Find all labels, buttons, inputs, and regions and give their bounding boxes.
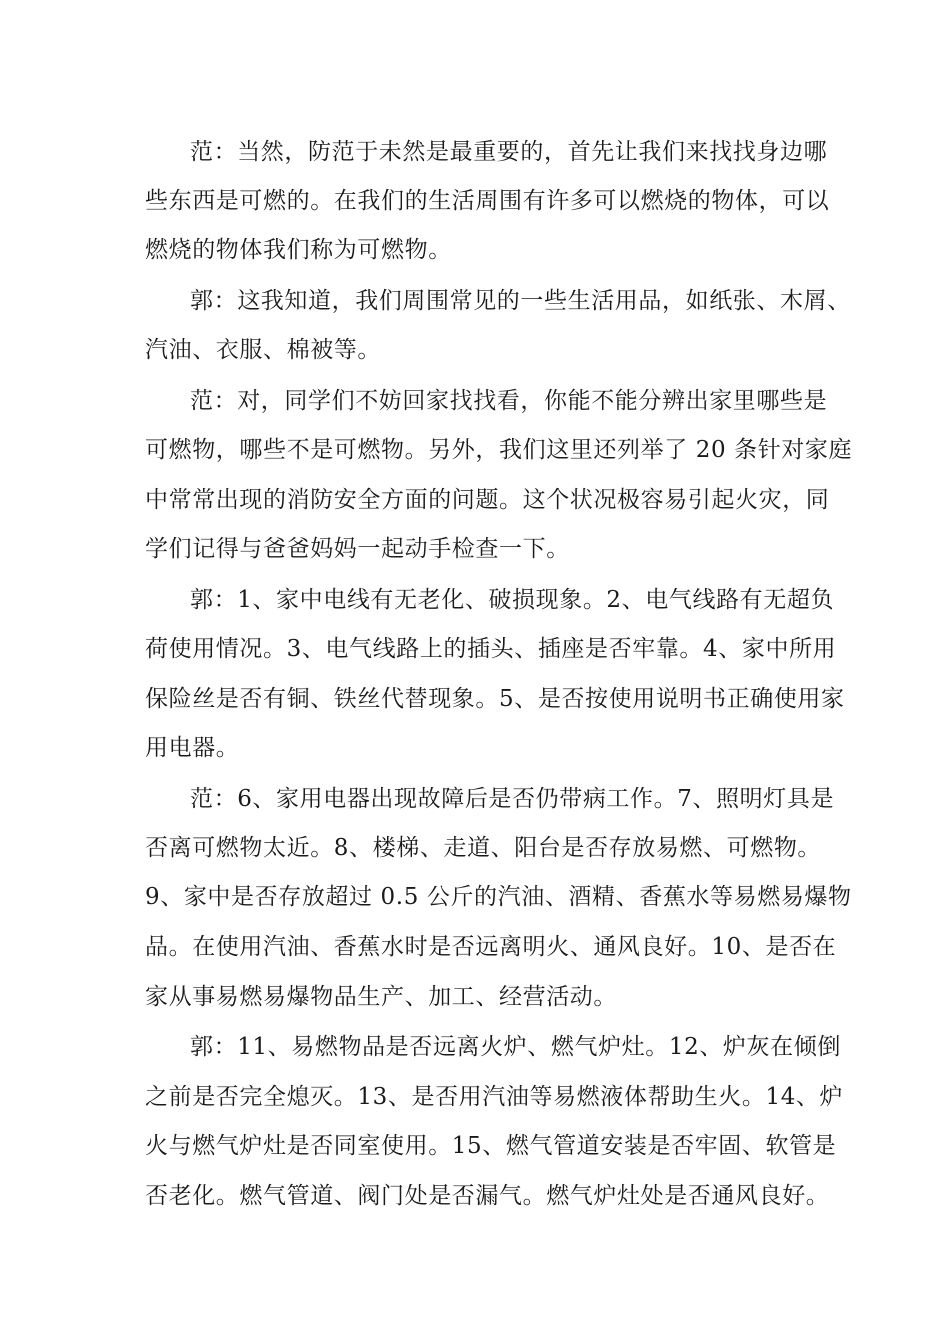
text-line: 否离可燃物太近。8、楼梯、走道、阳台是否存放易燃、可燃物。 — [145, 835, 822, 861]
text-line: 些东西是可燃的。在我们的生活周围有许多可以燃烧的物体，可以 — [145, 188, 830, 214]
text-line: 品。在使用汽油、香蕉水时是否远离明火、通风良好。10、是否在 — [145, 934, 837, 960]
text-line: 郭：这我知道，我们周围常见的一些生活用品，如纸张、木屑、 — [190, 288, 851, 314]
text-line: 范：对，同学们不妨回家找找看，你能不能分辨出家里哪些是 — [190, 388, 828, 414]
text-line: 燃烧的物体我们称为可燃物。 — [145, 237, 452, 263]
text-line: 否老化。燃气管道、阀门处是否漏气。燃气炉灶处是否通风良好。 — [145, 1183, 830, 1209]
text-line: 荷使用情况。3、电气线路上的插头、插座是否牢靠。4、家中所用 — [145, 636, 837, 662]
text-line: 火与燃气炉灶是否同室使用。15、燃气管道安装是否牢固、软管是 — [145, 1133, 837, 1159]
text-line: 保险丝是否有铜、铁丝代替现象。5、是否按使用说明书正确使用家 — [145, 686, 845, 712]
text-line: 学们记得与爸爸妈妈一起动手检查一下。 — [145, 536, 570, 562]
text-line: 汽油、衣服、棉被等。 — [145, 337, 381, 363]
text-line: 家从事易燃易爆物品生产、加工、经营活动。 — [145, 984, 617, 1010]
text-line: 郭：1、家中电线有无老化、破损现象。2、电气线路有无超负 — [190, 587, 835, 613]
text-line: 范：当然，防范于未然是最重要的，首先让我们来找找身边哪 — [190, 139, 828, 165]
text-line: 可燃物，哪些不是可燃物。另外，我们这里还列举了 20 条针对家庭 — [145, 437, 853, 463]
text-line: 用电器。 — [145, 735, 240, 761]
text-line: 9、家中是否存放超过 0.5 公斤的汽油、酒精、香蕉水等易燃易爆物 — [145, 884, 852, 910]
text-line: 之前是否完全熄灭。13、是否用汽油等易燃液体帮助生火。14、炉 — [145, 1084, 844, 1110]
text-line: 中常常出现的消防安全方面的问题。这个状况极容易引起火灾，同 — [145, 487, 830, 513]
text-line: 范：6、家用电器出现故障后是否仍带病工作。7、照明灯具是 — [190, 786, 835, 812]
text-line: 郭：11、易燃物品是否远离火炉、燃气炉灶。12、炉灰在倾倒 — [190, 1034, 841, 1060]
